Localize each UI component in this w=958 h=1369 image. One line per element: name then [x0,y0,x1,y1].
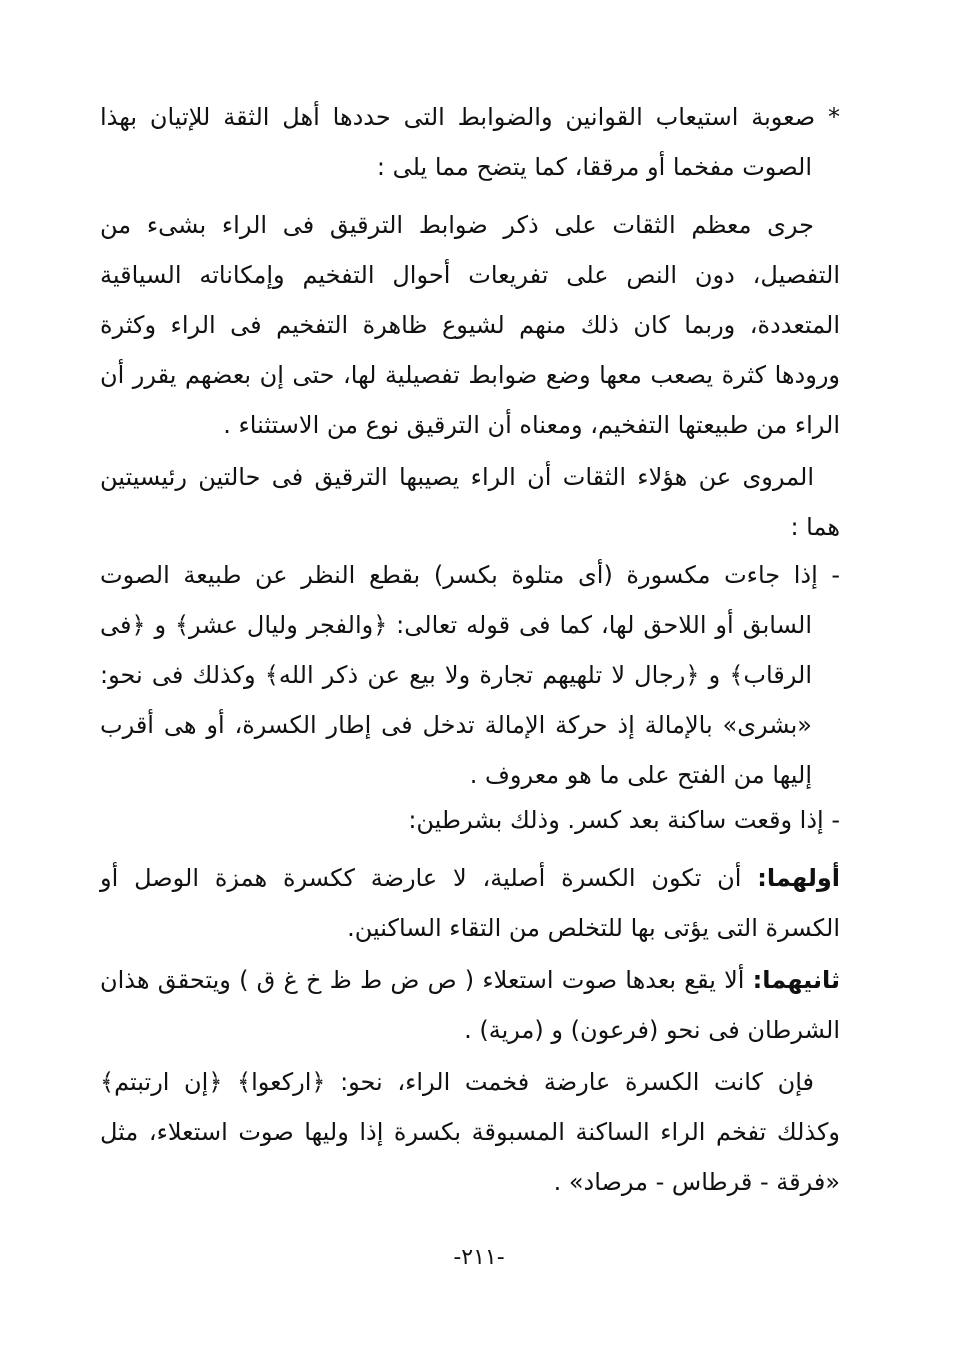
text-block-condition-two [100,955,840,1055]
paragraph-case-kasra: - إذا جاءت مكسورة (أى متلوة بكسر) بقطع النظر عن طبيعة الصوت السابق أو اللاحق لها، كما فى قوله تعالى: ﴿والفجر وليال عشر﴾ و ﴿فى الرقاب﴾ و ﴿رجال لا تلهيهم تجارة ولا بيع عن ذكر الله﴾ وكذلك فى نحو: «بشرى» بالإمالة إذ حركة الإمالة تدخل فى إطار الكسرة، أو هى أقرب إليها من الفتح على ما هو معروف . [100,561,840,789]
paragraph-closing: فإن كانت الكسرة عارضة فخمت الراء، نحو: ﴿اركعوا﴾ ﴿إن ارتبتم﴾ وكذلك تفخم الراء الساكنة المسبوقة بكسرة إذا وليها صوت استعلاء، مثل «فرقة - قرطاس - مرصاد» . [100,1068,840,1196]
text-block-rules [100,200,840,450]
text-block-case-one [100,550,840,800]
paragraph-case-sakina: - إذا وقعت ساكنة بعد كسر. وذلك بشرطين: [408,806,840,834]
condition-first-label: أولهما: [757,864,840,892]
text-block-top [100,92,840,192]
paragraph-tarqiq-rules: جرى معظم الثقات على ذكر ضوابط الترقيق فى الراء بشىء من التفصيل، دون النص على تفريعات أحوال التفخيم وإمكاناته السياقية المتعددة، وربما كان ذلك منهم لشيوع ظاهرة التفخيم فى الراء وكثرة ورودها كثرة يصعب معها وضع ضوابط تفصيلية لها، حتى إن بعضهم يقرر أن الراء من طبيعتها التفخيم، ومعناه أن الترقيق نوع من الاستثناء . [100,211,840,439]
condition-first-text: أن تكون الكسرة أصلية، لا عارضة ككسرة همزة الوصل أو الكسرة التى يؤتى بها للتخلص من التقاء الساكنين. [100,864,840,942]
text-block-cases [100,452,840,552]
paragraph-condition-second [100,955,840,1055]
page-number: -٢١١- [453,1245,505,1270]
text-block-condition-one [100,853,840,953]
paragraph-two-cases: المروى عن هؤلاء الثقات أن الراء يصيبها الترقيق فى حالتين رئيسيتين هما : [100,463,840,541]
condition-second-label: ثانيهما: [752,966,840,994]
paragraph-condition-first [100,853,840,953]
paragraph-difficulty: * صعوبة استيعاب القوانين والضوابط التى حددها أهل الثقة للإتيان بهذا الصوت مفخما أو مرققا، كما يتضح مما يلى : [100,103,840,181]
text-block-closing [100,1057,840,1207]
condition-second-text: ألا يقع بعدها صوت استعلاء ( ص ض ط ظ خ غ ق ) ويتحقق هذان الشرطان فى نحو (فرعون) و (مرية) . [100,966,840,1044]
text-block-case-two [100,795,840,845]
